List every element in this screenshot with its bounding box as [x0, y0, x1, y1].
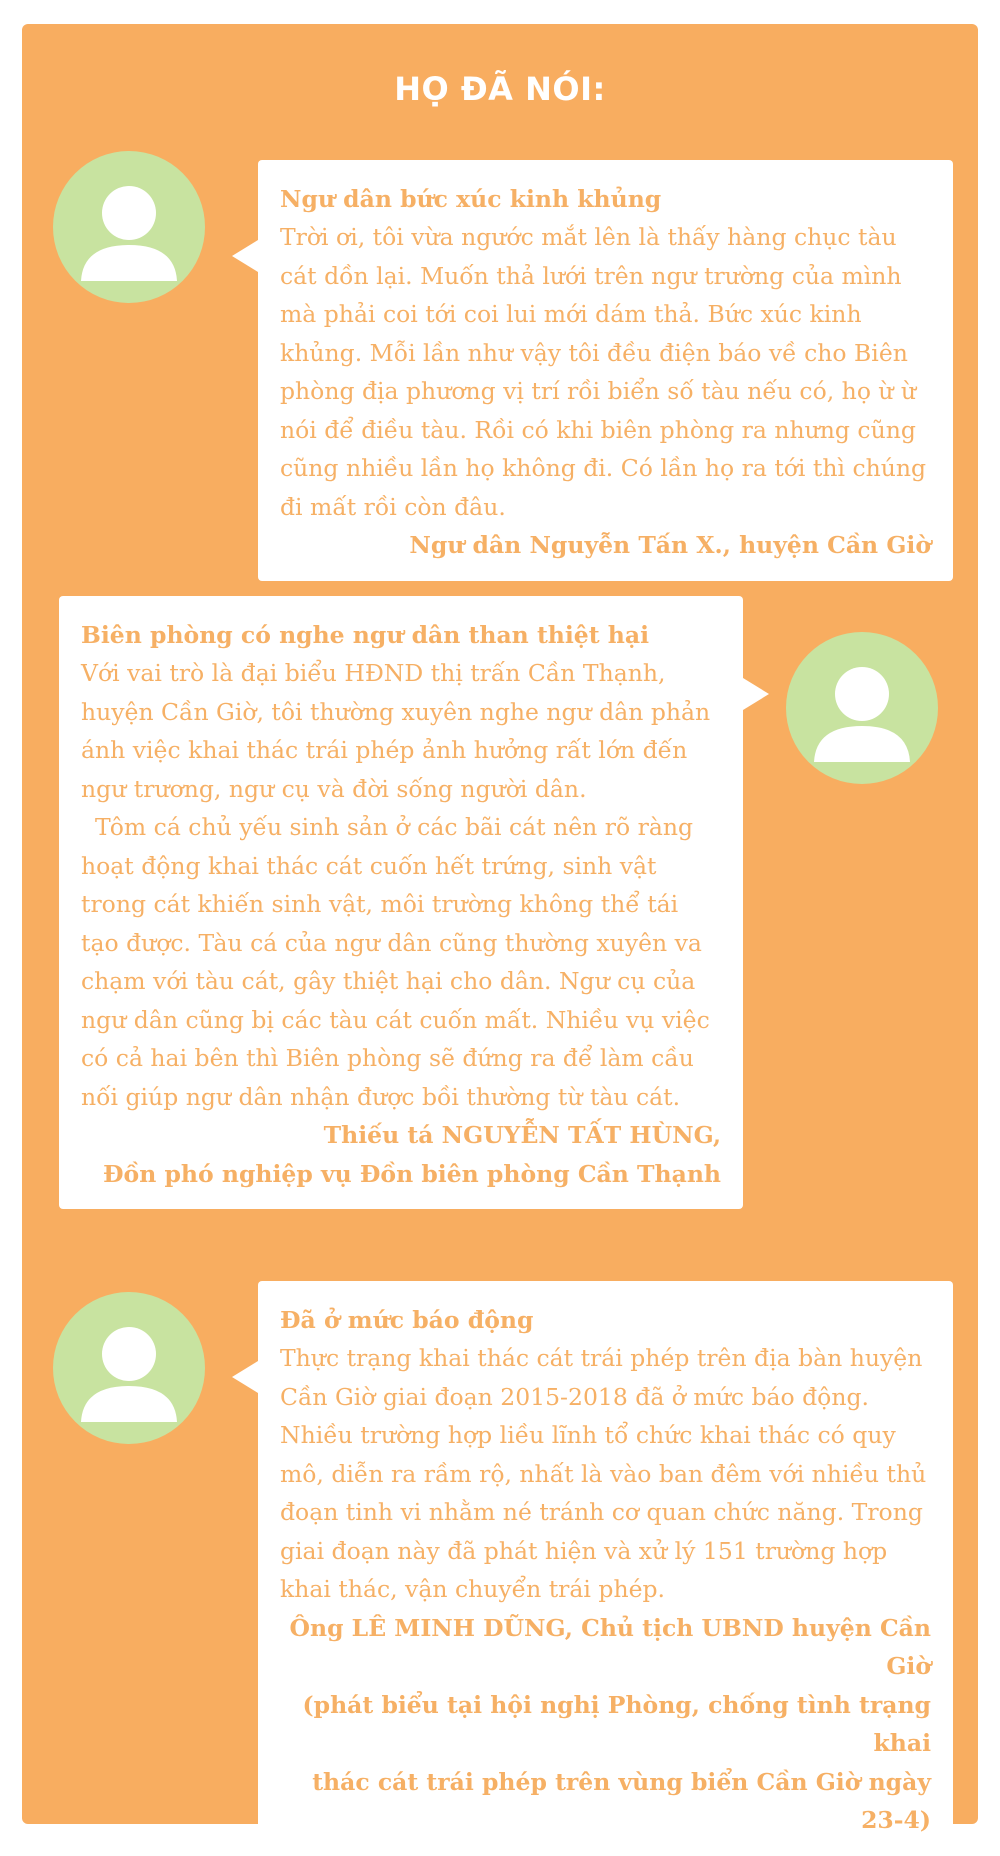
quote-body [81, 654, 721, 1116]
quote-card-2 [59, 596, 743, 1209]
quote-signature [81, 1116, 721, 1193]
quote-paragraph: Trời ơi, tôi vừa ngước mắt lên là thấy hàng chục tàu cát dồn lại. Muốn thả lưới trên ngư trường của mình mà phải coi tới coi lui mới dám thả. Bức xúc kinh khủng. Mỗi lần như vậy tôi đều điện báo về cho Biên phòng địa phương vị trí rồi biển số tàu nếu có, họ ừ ừ nói để điều tàu. Rồi có khi biên phòng ra nhưng cũng cũng nhiều lần họ không đi. Có lần họ ra tới thì chúng đi mất rồi còn đâu. [280, 223, 927, 521]
signature-line: Thiếu tá NGUYỄN TẤT HÙNG, [323, 1121, 721, 1149]
quote-paragraph: Với vai trò là đại biểu HĐND thị trấn Cần Thạnh, huyện Cần Giờ, tôi thường xuyên nghe ngư dân phản ánh việc khai thác trái phép ảnh hưởng rất lớn đến ngư trương, ngư cụ và đời sống người dân. [81, 659, 711, 803]
signature-line: Ngư dân Nguyễn Tấn X., huyện Cần Giờ [409, 531, 931, 559]
quote-paragraph: Thực trạng khai thác cát trái phép trên địa bàn huyện Cần Giờ giai đoạn 2015-2018 đã ở mức báo động. Nhiều trường hợp liều lĩnh tổ chức khai thác có quy mô, diễn ra rầm rộ, nhất là vào ban đêm với nhiều thủ đoạn tinh vi nhằm né tránh cơ quan chức năng. Trong giai đoạn này đã phát hiện và xử lý 151 trường hợp khai thác, vận chuyển trái phép. [280, 1344, 927, 1603]
header [22, 70, 978, 108]
infographic-panel [22, 24, 978, 1834]
quote-signature [280, 1609, 931, 1840]
quote-heading: Biên phòng có nghe ngư dân than thiệt hại [81, 621, 650, 649]
user-avatar-icon [786, 632, 938, 784]
signature-line: thác cát trái phép trên vùng biển Cần Giờ ngày 23-4) [312, 1767, 931, 1834]
signature-line: Ông LÊ MINH DŨNG, Chủ tịch UBND huyện Cần Giờ [289, 1613, 931, 1680]
page-title: HỌ ĐÃ NÓI: [386, 70, 614, 108]
signature-line: (phát biểu tại hội nghị Phòng, chống tình trạng khai [302, 1690, 931, 1757]
quote-paragraph: Tôm cá chủ yếu sinh sản ở các bãi cát nên rõ ràng hoạt động khai thác cát cuốn hết trứng, sinh vật trong cát khiến sinh vật, môi trường không thể tái tạo được. Tàu cá của ngư dân cũng thường xuyên va chạm với tàu cát, gây thiệt hại cho dân. Ngư cụ của ngư dân cũng bị các tàu cát cuốn mất. Nhiều vụ việc có cả hai bên thì Biên phòng sẽ đứng ra để làm cầu nối giúp ngư dân nhận được bồi thường từ tàu cát. [81, 813, 710, 1111]
user-avatar-icon [53, 1292, 205, 1444]
signature-line: Đồn phó nghiệp vụ Đồn biên phòng Cần Thạnh [103, 1159, 721, 1188]
quote-body [280, 218, 931, 526]
quote-heading: Ngư dân bức xúc kinh khủng [280, 185, 662, 213]
quote-signature [280, 526, 931, 565]
quote-card-1 [258, 160, 953, 581]
quote-card-3 [258, 1281, 953, 1856]
user-avatar-icon [53, 151, 205, 303]
quote-heading: Đã ở mức báo động [280, 1306, 534, 1334]
quote-body [280, 1339, 931, 1609]
